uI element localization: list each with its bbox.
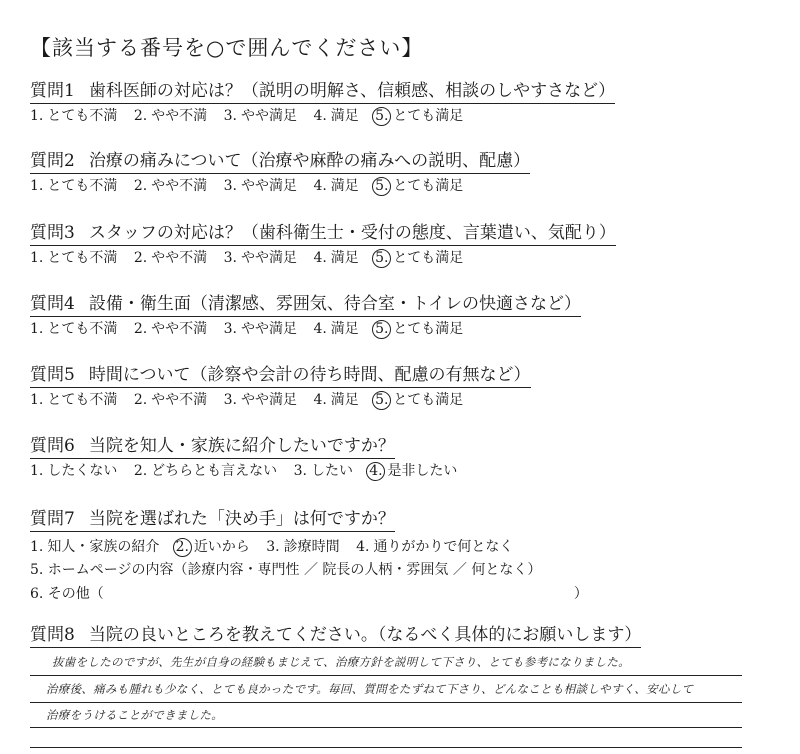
question-text: 当院を知人・家族に紹介したいですか？ <box>88 436 395 456</box>
option-1[interactable]: 1. したくない <box>30 463 118 479</box>
answer-options <box>30 537 790 558</box>
question-number: 質問2 <box>30 151 75 171</box>
option-5-circled[interactable]: 5. とても満足 <box>375 178 463 194</box>
option-2[interactable]: 2. やや不満 <box>133 108 208 124</box>
answer-options <box>30 461 790 482</box>
option-5-circled[interactable]: 5. とても満足 <box>375 108 463 124</box>
question-heading <box>30 150 530 174</box>
handwritten-line-3: 治療をうけることができました。 <box>46 708 223 722</box>
option-4[interactable]: 4. 満足 <box>313 108 359 124</box>
answer-options <box>30 106 790 127</box>
option-3[interactable]: 3. やや満足 <box>223 321 297 337</box>
option-3[interactable]: 3. 診療時間 <box>266 539 340 555</box>
selection-circle: 2. <box>173 538 192 557</box>
question-heading <box>30 364 531 388</box>
option-1[interactable]: 1. とても不満 <box>30 321 118 337</box>
option-3[interactable]: 3. やや満足 <box>223 108 297 124</box>
question-text: 治療の痛みについて（治療や麻酔の痛みへの説明、配慮） <box>88 151 531 171</box>
option-5-circled[interactable]: 5. とても満足 <box>375 250 463 266</box>
option-6-other[interactable]: 6. その他（ ） <box>30 586 588 602</box>
question-heading <box>30 293 581 317</box>
option-2[interactable]: 2. やや不満 <box>133 392 208 408</box>
answer-options <box>30 248 790 269</box>
option-2[interactable]: 2. どちらとも言えない <box>133 463 278 479</box>
option-1[interactable]: 1. とても不満 <box>30 178 118 194</box>
selection-circle: 5. <box>372 391 391 410</box>
question-text: 設備・衛生面（清潔感、雰囲気、待合室・トイレの快適さなど） <box>88 294 581 314</box>
option-2[interactable]: 2. やや不満 <box>133 178 208 194</box>
question-number: 質問8 <box>30 625 75 645</box>
option-5-circled[interactable]: 5. とても満足 <box>375 392 463 408</box>
option-1[interactable]: 1. とても不満 <box>30 108 118 124</box>
question-heading <box>30 222 616 246</box>
question-number: 質問7 <box>30 509 75 529</box>
answer-rule <box>30 675 742 676</box>
answer-rule <box>30 727 742 728</box>
question-5 <box>30 364 790 411</box>
question-number: 質問6 <box>30 436 75 456</box>
handwritten-line-1: 抜歯をしたのですが、先生が自身の経験もまじえて、治療方針を説明して下さり、とても参考になりました。 <box>52 655 630 669</box>
answer-rule <box>30 747 742 748</box>
question-text: 時間について（診察や会計の待ち時間、配慮の有無など） <box>88 365 531 385</box>
option-2[interactable]: 2. やや不満 <box>133 250 208 266</box>
option-3[interactable]: 3. やや満足 <box>223 250 297 266</box>
option-4-circled[interactable]: 4. 是非したい <box>369 463 457 479</box>
question-number: 質問3 <box>30 223 75 243</box>
selection-circle: 4. <box>366 462 385 481</box>
question-heading <box>30 508 395 532</box>
question-text: 歯科医師の対応は？（説明の明解さ、信頼感、相談のしやすさなど） <box>88 81 616 101</box>
question-7 <box>30 508 790 606</box>
option-1[interactable]: 1. 知人・家族の紹介 <box>30 539 160 555</box>
question-number: 質問4 <box>30 294 75 314</box>
question-4 <box>30 293 790 340</box>
selection-circle: 5. <box>372 107 391 126</box>
option-4[interactable]: 4. 満足 <box>313 178 359 194</box>
option-4[interactable]: 4. 満足 <box>313 250 359 266</box>
selection-circle: 5. <box>372 320 391 339</box>
option-2-circled[interactable]: 2. 近いから <box>176 539 250 555</box>
question-8 <box>30 624 790 648</box>
option-5-circled[interactable]: 5. とても満足 <box>375 321 463 337</box>
question-number: 質問1 <box>30 81 75 101</box>
handwritten-line-2: 治療後、痛みも腫れも少なく、とても良かったです。毎回、質問をたずねて下さり、どんなことも相談しやすく、安心して <box>46 682 694 696</box>
question-number: 質問5 <box>30 365 75 385</box>
question-heading <box>30 435 395 459</box>
option-3[interactable]: 3. やや満足 <box>223 392 297 408</box>
option-4[interactable]: 4. 通りがかりで何となく <box>356 539 514 555</box>
question-2 <box>30 150 790 197</box>
question-6 <box>30 435 790 482</box>
answer-rule <box>30 702 742 703</box>
option-1[interactable]: 1. とても不満 <box>30 392 118 408</box>
page-title: 【該当する番号を○で囲んでください】 <box>30 36 424 60</box>
question-text: 当院の良いところを教えてください。（なるべく具体的にお願いします） <box>88 625 642 645</box>
option-3[interactable]: 3. したい <box>293 463 353 479</box>
question-heading <box>30 624 641 648</box>
option-5[interactable]: 5. ホームページの内容（診療内容・専門性 ／ 院長の人柄・雰囲気 ／ 何となく） <box>30 562 542 578</box>
option-3[interactable]: 3. やや満足 <box>223 178 297 194</box>
answer-options <box>30 390 790 411</box>
option-1[interactable]: 1. とても不満 <box>30 250 118 266</box>
answer-options <box>30 319 790 340</box>
question-text: 当院を選ばれた「決め手」は何ですか？ <box>88 509 395 529</box>
answer-options <box>30 176 790 197</box>
question-3 <box>30 222 790 269</box>
question-heading <box>30 80 615 104</box>
selection-circle: 5. <box>372 177 391 196</box>
selection-circle: 5. <box>372 249 391 268</box>
option-2[interactable]: 2. やや不満 <box>133 321 208 337</box>
option-4[interactable]: 4. 満足 <box>313 321 359 337</box>
question-text: スタッフの対応は？（歯科衛生士・受付の態度、言葉遣い、気配り） <box>88 223 616 243</box>
question-1 <box>30 80 790 127</box>
option-4[interactable]: 4. 満足 <box>313 392 359 408</box>
